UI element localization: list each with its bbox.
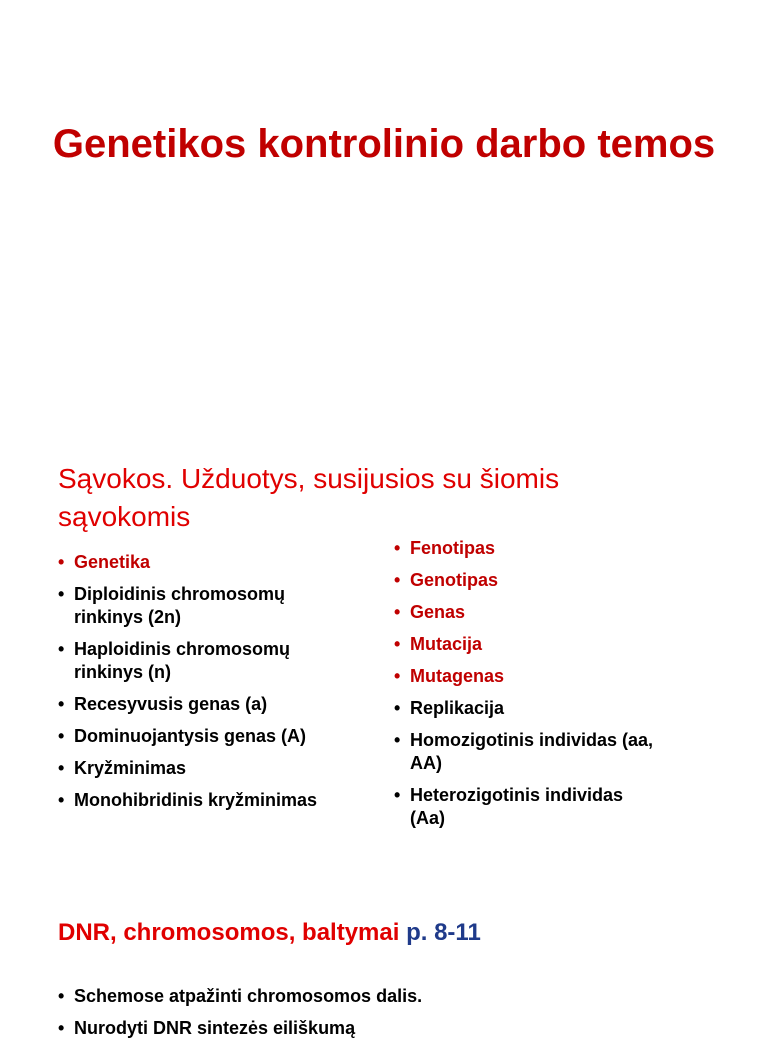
list-item: [394, 601, 654, 624]
list-item: [58, 985, 718, 1008]
list-item: [394, 569, 654, 592]
terms-list-right: [394, 537, 654, 839]
list-item-text: Haploidinis chromosomų rinkinys (n): [74, 639, 291, 682]
list-item-text: Recesyvusis genas (a): [74, 694, 268, 714]
list-item: [394, 665, 654, 688]
section-heading-dnr: [58, 914, 698, 952]
list-item-text: Mutacija: [410, 634, 483, 654]
tasks-list: [58, 985, 718, 1049]
list-item-text: Mutagenas: [410, 666, 505, 686]
list-item-text: Schemose atpažinti chromosomos dalis.: [74, 986, 423, 1006]
list-item: [58, 757, 358, 780]
list-item: [394, 697, 654, 720]
list-item-text: Kryžminimas: [74, 758, 187, 778]
list-item-text: Genetika: [74, 552, 151, 572]
list-item-text: Nurodyti DNR sintezės eiliškumą: [74, 1018, 356, 1038]
list-item: [58, 1017, 718, 1040]
list-item-text: Dominuojantysis genas (A): [74, 726, 307, 746]
list-item: [58, 551, 358, 574]
terms-list-left: [58, 551, 358, 821]
list-item-text: Heterozigotinis individas (Aa): [410, 785, 624, 828]
section-heading-text: DNR, chromosomos, baltymai: [58, 919, 400, 946]
list-item: [394, 729, 654, 775]
list-item-text: Replikacija: [410, 698, 505, 718]
list-item: [58, 789, 358, 812]
list-item: [58, 638, 358, 684]
list-item: [58, 583, 358, 629]
list-item-text: Homozigotinis individas (aa, AA): [410, 730, 654, 773]
list-item-text: Diploidinis chromosomų rinkinys (2n): [74, 584, 286, 627]
list-item-text: Fenotipas: [410, 538, 496, 558]
list-item-text: Monohibridinis kryžminimas: [74, 790, 318, 810]
section-heading-savokos: Sąvokos. Užduotys, susijusios su šiomis sąvokomis: [58, 463, 560, 532]
list-item-text: Genotipas: [410, 570, 499, 590]
list-item: [58, 725, 358, 748]
list-item-text: Genas: [410, 602, 466, 622]
page-title: Genetikos kontrolinio darbo temos: [52, 122, 716, 166]
page-reference: p. 8-11: [406, 919, 481, 946]
list-item: [394, 633, 654, 656]
list-item: [394, 784, 654, 830]
list-item: [394, 537, 654, 560]
list-item: [58, 693, 358, 716]
